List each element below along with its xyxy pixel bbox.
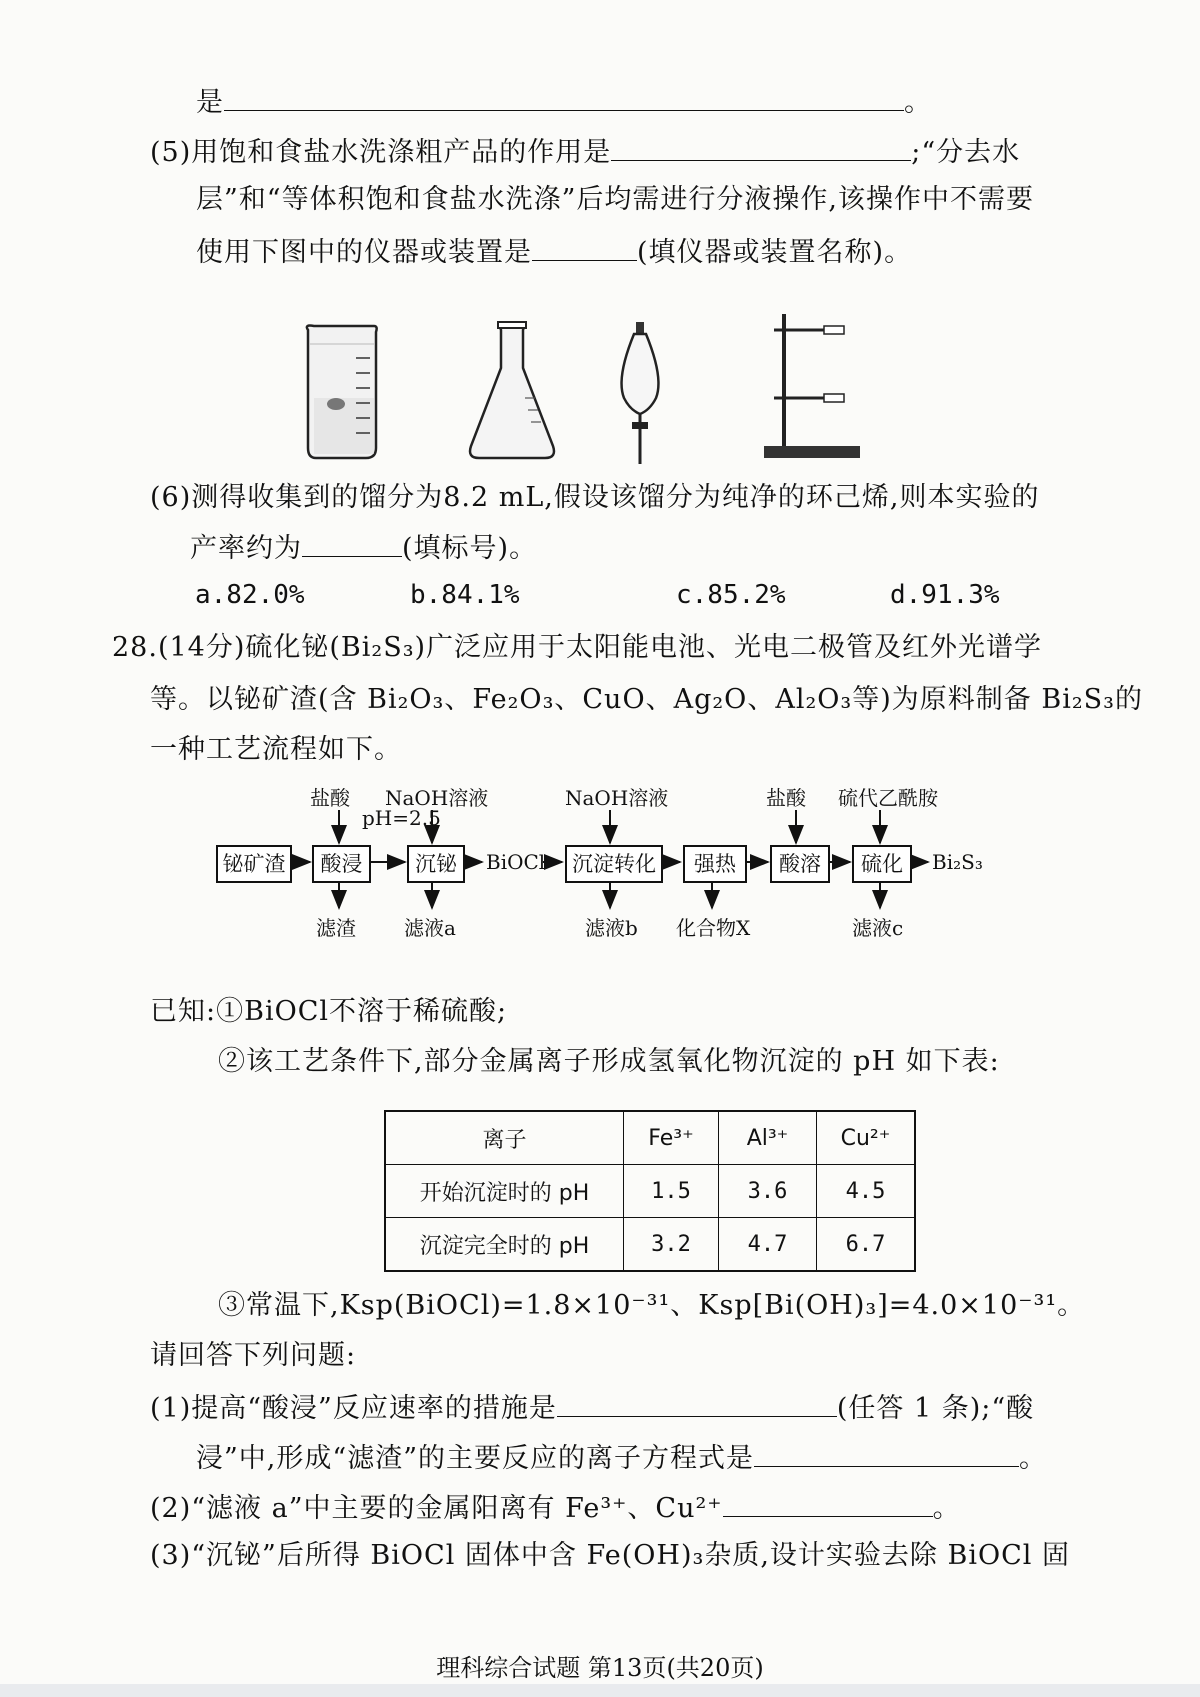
q1-text-4: 。	[1019, 1443, 1047, 1474]
flow-box-raw: 铋矿渣	[216, 845, 292, 883]
flow-box-acid-dissolve: 酸溶	[770, 845, 830, 883]
q28-intro-text-2: 等。以铋矿渣(含 Bi₂O₃、Fe₂O₃、CuO、Ag₂O、Al₂O₃等)为原料制备 Bi₂S₃的	[150, 684, 1143, 715]
option-c[interactable]: c.85.2%	[676, 580, 786, 610]
flow-mid-product: BiOCl	[486, 850, 546, 874]
q1-text: (1)提高“酸浸”反应速率的措施是	[150, 1393, 557, 1424]
known-2	[218, 1042, 1000, 1082]
q28-intro-text-3: 一种工艺流程如下。	[150, 734, 402, 765]
q6-text-3: (填标号)。	[402, 533, 538, 564]
flow-output-residue: 滤渣	[316, 916, 356, 940]
flow-box-heat: 强热	[683, 845, 747, 883]
q2-text-2: 。	[932, 1493, 961, 1524]
table-header: Al³⁺	[719, 1111, 817, 1165]
q3-line	[150, 1536, 1070, 1576]
flow-input-thioacetamide: 硫代乙酰胺	[838, 786, 938, 810]
flow-input-naoh: NaOH溶液	[385, 786, 489, 810]
q28-intro-text: 28.(14分)硫化铋(Bi₂S₃)广泛应用于太阳能电池、光电二极管及红外光谱学	[112, 632, 1043, 663]
table-header: Fe³⁺	[624, 1111, 719, 1165]
answer-blank[interactable]	[723, 1486, 933, 1517]
q2-line	[150, 1486, 961, 1529]
answer-prompt-text: 请回答下列问题:	[150, 1340, 357, 1371]
flow-input-hcl-2: 盐酸	[766, 786, 806, 810]
known-2-text: ②该工艺条件下,部分金属离子形成氢氧化物沉淀的 pH 如下表:	[218, 1046, 1000, 1077]
ph-table	[384, 1110, 916, 1272]
flow-box-conversion: 沉淀转化	[565, 845, 663, 883]
flow-output-compound-x: 化合物X	[676, 916, 751, 940]
q6-text: (6)测得收集到的馏分为8.2 mL,假设该馏分为纯净的环己烯,则本实验的	[150, 482, 1040, 513]
table-cell: 6.7	[817, 1218, 916, 1272]
table-cell: 4.5	[817, 1165, 916, 1218]
table-cell: 3.2	[624, 1218, 719, 1272]
table-header: 离子	[385, 1111, 624, 1165]
text-prefix: 是	[196, 87, 224, 118]
option-b[interactable]: b.84.1%	[410, 580, 520, 610]
q5-text: (5)用饱和食盐水洗涤粗产品的作用是	[150, 137, 612, 168]
q1-line-1	[150, 1386, 1034, 1429]
page-footer: 理科综合试题 第13页(共20页)	[436, 1654, 764, 1682]
flow-output-filtrate-b: 滤液b	[585, 916, 638, 940]
table-header: Cu²⁺	[817, 1111, 916, 1165]
q1-text-2: (任答 1 条);“酸	[836, 1393, 1035, 1424]
flow-input-ph: pH=2.5	[362, 806, 441, 830]
q3-text: (3)“沉铋”后所得 BiOCl 固体中含 Fe(OH)₃杂质,设计实验去除 BiOCl 固	[150, 1540, 1070, 1571]
answer-blank[interactable]	[754, 1436, 1019, 1467]
known-3	[218, 1286, 1085, 1326]
answer-prompt	[150, 1336, 356, 1376]
table-row	[385, 1218, 915, 1272]
table-cell: 1.5	[624, 1165, 719, 1218]
q6-text-2: 产率约为	[190, 533, 302, 564]
table-cell: 4.7	[719, 1218, 817, 1272]
flow-input-naoh-2: NaOH溶液	[565, 786, 669, 810]
table-row	[385, 1165, 915, 1218]
known-3-text: ③常温下,Ksp(BiOCl)=1.8×10⁻³¹、Ksp[Bi(OH)₃]=4.0×10⁻³¹。	[218, 1290, 1086, 1321]
q1-line-2	[196, 1436, 1047, 1479]
q5-text-2: 层”和“等体积饱和食盐水洗涤”后均需进行分液操作,该操作中不需要	[196, 184, 1034, 215]
flow-box-sulfidation: 硫化	[852, 845, 912, 883]
flow-box-precipitate: 沉铋	[407, 845, 465, 883]
q5-text-3: 使用下图中的仪器或装置是	[196, 237, 532, 268]
bottom-strip	[0, 1684, 1200, 1697]
q1-text-3: 浸”中,形成“滤渣”的主要反应的离子方程式是	[196, 1443, 754, 1474]
known-1	[150, 992, 507, 1032]
q2-text: (2)“滤液 a”中主要的金属阳离有 Fe³⁺、Cu²⁺	[150, 1493, 723, 1524]
option-d[interactable]: d.91.3%	[890, 580, 1000, 610]
flow-final-product: Bi₂S₃	[932, 850, 983, 874]
flow-output-filtrate-c: 滤液c	[852, 916, 904, 940]
flow-input-hcl: 盐酸	[310, 786, 350, 810]
q5-text-cont: ;“分去水	[911, 137, 1021, 168]
table-cell: 3.6	[719, 1165, 817, 1218]
table-cell: 沉淀完全时的 pH	[385, 1218, 624, 1272]
table-header-row	[385, 1111, 915, 1165]
text-suffix: 。	[904, 87, 932, 118]
answer-blank[interactable]	[557, 1386, 837, 1417]
q5-text-4: (填仪器或装置名称)。	[637, 237, 913, 268]
table-cell: 开始沉淀时的 pH	[385, 1165, 624, 1218]
option-a[interactable]: a.82.0%	[195, 580, 305, 610]
flow-box-acid-leach: 酸浸	[312, 845, 371, 883]
flow-output-filtrate-a: 滤液a	[404, 916, 456, 940]
known-1-text: 已知:①BiOCl不溶于稀硫酸;	[150, 996, 508, 1027]
